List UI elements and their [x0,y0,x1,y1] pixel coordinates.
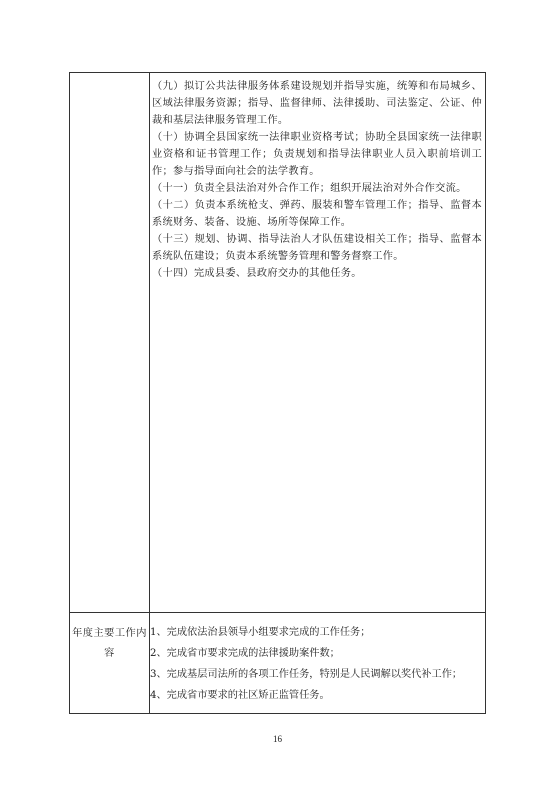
column-divider [149,73,150,713]
annual-work-item: 2、完成省市要求完成的法律援助案件数； [150,648,340,659]
duty-paragraph: （十四）完成县委、县政府交办的其他任务。 [152,268,362,279]
annual-work-item: 3、完成基层司法所的各项工作任务，特别是人民调解以奖代补工作； [150,669,463,680]
annual-work-item: 1、完成依法治县领导小组要求完成的工作任务； [150,627,371,638]
duties-cell [152,78,482,282]
duty-paragraph: （十三）规划、协调、指导法治人才队伍建设相关工作；指导、监督本系统队伍建设；负责本系统警务管理和警务督察工作。 [152,234,482,262]
duty-paragraph: （十）协调全县国家统一法律职业资格考试；协助全县国家统一法律职业资格和证书管理工作；负责规划和指导法律职业人员入职前培训工作；参与指导面向社会的法学教育。 [152,132,482,177]
duty-paragraph: （九）拟订公共法律服务体系建设规划并指导实施，统筹和布局城乡、区域法律服务资源；指导、监督律师、法律援助、司法鉴定、公证、仲裁和基层法律服务管理工作。 [152,81,482,126]
duty-paragraph: （十二）负责本系统枪支、弹药、服装和警车管理工作；指导、监督本系统财务、装备、设施、场所等保障工作。 [152,200,482,228]
row-divider [70,612,485,613]
annual-work-cell [150,622,484,706]
duties-table [69,72,486,714]
annual-work-label: 年度主要工作内容 [72,628,147,659]
duty-paragraph: （十一）负责全县法治对外合作工作；组织开展法治对外合作交流。 [152,183,467,194]
page-number: 16 [273,734,282,744]
annual-work-item: 4、完成省市要求的社区矫正监管任务。 [150,690,330,701]
